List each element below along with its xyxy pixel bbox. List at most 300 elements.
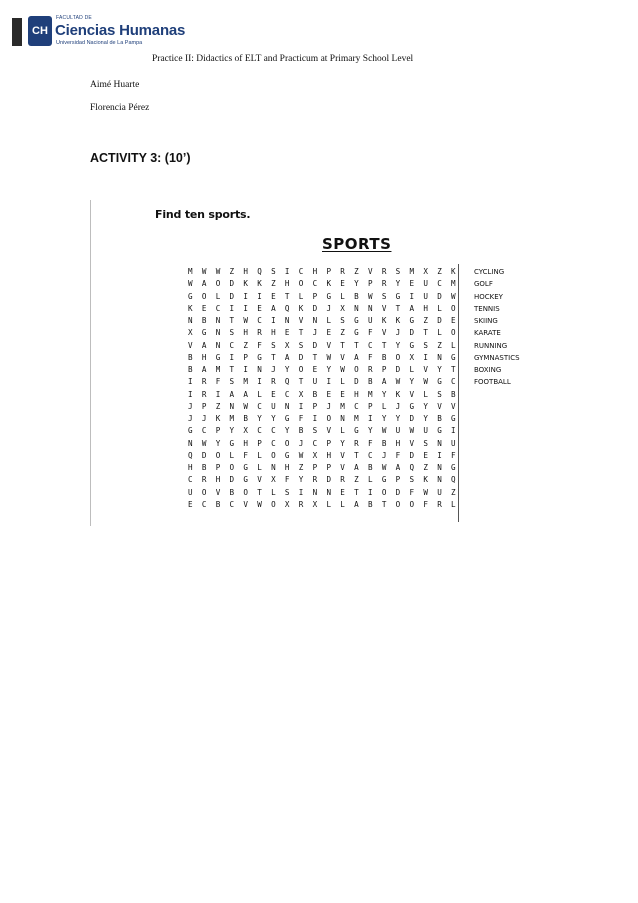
grid-letter: Y (215, 438, 221, 448)
grid-letter: E (201, 303, 207, 313)
grid-letter: V (423, 365, 428, 374)
grid-letter: I (243, 365, 248, 374)
grid-letter: Y (437, 365, 442, 374)
grid-letter: H (423, 303, 428, 313)
grid-letter: P (257, 438, 262, 448)
grid-letter: Z (437, 267, 442, 276)
grid-letter: Y (409, 377, 415, 387)
grid-letter: G (381, 475, 387, 485)
grid-letter: A (243, 389, 248, 399)
grid-letter: D (312, 303, 318, 313)
grid-letter: U (312, 377, 318, 387)
grid-letter: F (395, 450, 401, 460)
grid-letter: T (229, 316, 235, 325)
grid-letter: S (229, 328, 235, 338)
grid-row (188, 425, 465, 437)
grid-letter: E (409, 279, 415, 289)
grid-letter: E (188, 499, 193, 509)
grid-letter: C (257, 401, 262, 411)
grid-letter: I (257, 377, 262, 387)
grid-letter: N (326, 487, 332, 497)
grid-letter: G (215, 352, 221, 362)
grid-letter: L (451, 340, 456, 350)
grid-letter: V (298, 316, 304, 325)
grid-row (188, 438, 465, 450)
grid-letter: A (409, 303, 415, 313)
grid-letter: E (340, 279, 345, 289)
grid-letter: N (215, 316, 221, 325)
grid-letter: S (312, 426, 318, 436)
grid-letter: N (257, 365, 262, 374)
word-list-item: SKIING (474, 317, 498, 325)
grid-letter: B (298, 426, 304, 436)
grid-letter: P (243, 352, 248, 362)
grid-letter: G (409, 316, 415, 325)
grid-letter: G (395, 291, 401, 301)
grid-letter: L (381, 401, 387, 411)
logo-bar (12, 18, 22, 46)
grid-letter: O (451, 328, 456, 338)
grid-letter: P (312, 291, 318, 301)
grid-letter: C (284, 389, 290, 399)
grid-letter: E (284, 328, 290, 338)
grid-letter: K (326, 279, 332, 289)
grid-letter: H (243, 267, 248, 276)
author-2: Florencia Pérez (90, 103, 150, 113)
grid-letter: V (257, 475, 262, 485)
grid-row (188, 278, 465, 290)
grid-letter: Z (340, 328, 345, 338)
grid-letter: P (312, 463, 318, 472)
grid-letter: R (201, 475, 207, 485)
grid-letter: R (201, 389, 207, 399)
grid-letter: P (326, 463, 332, 472)
grid-letter: L (340, 377, 345, 387)
grid-letter: W (423, 377, 428, 387)
grid-letter: J (395, 401, 401, 411)
grid-letter: J (271, 365, 276, 374)
grid-letter: C (201, 426, 207, 436)
grid-letter: C (257, 316, 262, 325)
grid-letter: Q (257, 267, 262, 276)
grid-letter: N (437, 438, 442, 448)
grid-letter: L (437, 328, 442, 338)
grid-letter: Y (395, 414, 401, 423)
grid-letter: I (229, 303, 235, 313)
grid-letter: V (437, 401, 442, 411)
grid-letter: R (354, 438, 359, 448)
grid-letter: C (229, 499, 235, 509)
grid-letter: K (243, 279, 248, 289)
grid-letter: N (215, 328, 221, 338)
grid-row (188, 462, 465, 474)
grid-letter: O (451, 303, 456, 313)
grid-letter: B (381, 352, 387, 362)
grid-letter: O (284, 438, 290, 448)
grid-letter: K (395, 389, 401, 399)
grid-letter: L (229, 450, 235, 460)
grid-letter: U (367, 316, 373, 325)
grid-letter: P (215, 463, 221, 472)
grid-letter: A (201, 279, 207, 289)
grid-letter: P (395, 475, 401, 485)
grid-letter: C (312, 438, 318, 448)
grid-letter: O (298, 279, 304, 289)
grid-letter: I (298, 487, 304, 497)
grid-letter: G (451, 463, 456, 472)
grid-letter: K (257, 279, 262, 289)
grid-letter: N (271, 463, 276, 472)
grid-letter: T (298, 377, 304, 387)
activity-title: ACTIVITY 3: (10’) (90, 151, 191, 165)
grid-row (188, 327, 465, 339)
grid-letter: Y (284, 426, 290, 436)
grid-row (188, 450, 465, 462)
grid-letter: I (326, 377, 332, 387)
grid-letter: V (409, 389, 415, 399)
grid-letter: L (257, 463, 262, 472)
grid-letter: Z (243, 340, 248, 350)
grid-letter: B (312, 389, 318, 399)
word-list-item: FOOTBALL (474, 378, 511, 387)
grid-letter: W (409, 426, 415, 436)
word-list-item: CYCLING (474, 268, 505, 276)
grid-letter: L (340, 426, 345, 436)
grid-letter: O (229, 463, 235, 472)
grid-letter: Y (298, 475, 304, 485)
grid-letter: W (201, 267, 207, 276)
grid-letter: C (354, 401, 359, 411)
grid-letter: B (367, 499, 373, 509)
grid-letter: B (201, 463, 207, 472)
grid-letter: M (243, 377, 248, 387)
grid-letter: T (354, 340, 359, 350)
grid-letter: Y (395, 340, 401, 350)
grid-letter: L (340, 499, 345, 509)
grid-letter: R (201, 377, 207, 387)
grid-letter: R (257, 328, 262, 338)
grid-letter: O (201, 291, 207, 301)
puzzle-left-rule (90, 200, 91, 526)
grid-letter: I (298, 401, 304, 411)
grid-letter: U (395, 426, 401, 436)
grid-letter: L (451, 499, 456, 509)
grid-letter: U (451, 438, 456, 448)
grid-letter: T (423, 328, 428, 338)
grid-letter: C (229, 340, 235, 350)
grid-letter: O (201, 487, 207, 497)
grid-letter: Y (423, 414, 428, 423)
grid-letter: I (409, 291, 415, 301)
grid-letter: F (298, 414, 304, 423)
grid-letter: A (201, 340, 207, 350)
grid-letter: N (188, 316, 193, 325)
word-list-item: KARATE (474, 329, 501, 338)
grid-letter: I (257, 291, 262, 301)
grid-letter: Q (188, 450, 193, 460)
grid-letter: V (340, 352, 345, 362)
grid-letter: W (201, 438, 207, 448)
grid-letter: Q (284, 303, 290, 313)
grid-letter: G (284, 414, 290, 423)
grid-letter: Z (271, 279, 276, 289)
grid-letter: D (395, 487, 401, 497)
grid-letter: R (340, 475, 345, 485)
grid-letter: F (243, 450, 248, 460)
grid-letter: V (381, 303, 387, 313)
grid-letter: V (215, 487, 221, 497)
grid-letter: D (437, 316, 442, 325)
grid-letter: A (201, 365, 207, 374)
grid-letter: L (409, 365, 415, 374)
grid-letter: W (188, 279, 193, 289)
grid-letter: B (367, 377, 373, 387)
grid-letter: O (215, 450, 221, 460)
grid-letter: S (409, 475, 415, 485)
grid-letter: I (243, 303, 248, 313)
grid-letter: B (188, 365, 193, 374)
grid-letter: H (312, 267, 318, 276)
grid-letter: N (340, 414, 345, 423)
grid-letter: D (229, 475, 235, 485)
grid-letter: L (437, 303, 442, 313)
grid-letter: I (188, 377, 193, 387)
grid-letter: D (229, 291, 235, 301)
grid-letter: G (451, 352, 456, 362)
grid-letter: A (354, 352, 359, 362)
grid-letter: X (409, 352, 415, 362)
grid-letter: Y (367, 426, 373, 436)
grid-letter: R (437, 499, 442, 509)
grid-letter: Y (257, 414, 262, 423)
grid-letter: Y (271, 414, 276, 423)
grid-letter: G (284, 450, 290, 460)
grid-letter: P (367, 279, 373, 289)
grid-letter: M (215, 365, 221, 374)
grid-letter: D (354, 377, 359, 387)
grid-letter: Z (451, 487, 456, 497)
puzzle-instruction: Find ten sports. (155, 208, 251, 221)
grid-letter: V (326, 426, 332, 436)
grid-letter: P (381, 365, 387, 374)
grid-letter: D (395, 365, 401, 374)
grid-letter: L (271, 487, 276, 497)
grid-letter: G (229, 438, 235, 448)
grid-letter: J (298, 438, 304, 448)
grid-letter: H (243, 328, 248, 338)
grid-letter: X (243, 426, 248, 436)
grid-letter: I (367, 487, 373, 497)
grid-letter: P (326, 438, 332, 448)
grid-letter: M (354, 414, 359, 423)
grid-row (188, 474, 465, 486)
grid-letter: W (298, 450, 304, 460)
grid-letter: V (340, 450, 345, 460)
grid-letter: A (354, 499, 359, 509)
grid-letter: R (271, 377, 276, 387)
grid-letter: O (395, 499, 401, 509)
grid-letter: A (284, 352, 290, 362)
grid-letter: S (271, 340, 276, 350)
word-list (474, 266, 520, 389)
grid-letter: C (271, 438, 276, 448)
grid-letter: W (381, 426, 387, 436)
grid-letter: I (451, 426, 456, 436)
grid-letter: R (312, 475, 318, 485)
grid-letter: Z (354, 267, 359, 276)
grid-letter: Q (451, 475, 456, 485)
grid-letter: R (367, 365, 373, 374)
grid-letter: I (312, 414, 318, 423)
grid-letter: J (326, 401, 332, 411)
grid-letter: Z (423, 316, 428, 325)
grid-letter: N (284, 401, 290, 411)
grid-letter: K (423, 475, 428, 485)
grid-letter: R (298, 499, 304, 509)
grid-letter: O (409, 499, 415, 509)
grid-letter: V (367, 267, 373, 276)
grid-letter: H (188, 463, 193, 472)
grid-letter: Z (298, 463, 304, 472)
grid-letter: H (395, 438, 401, 448)
grid-letter: M (409, 267, 415, 276)
logo-mark: CH (28, 16, 52, 46)
grid-letter: O (271, 499, 276, 509)
grid-letter: P (215, 426, 221, 436)
grid-letter: D (437, 291, 442, 301)
grid-letter: C (367, 340, 373, 350)
grid-letter: F (367, 328, 373, 338)
grid-letter: F (215, 377, 221, 387)
grid-letter: G (188, 291, 193, 301)
grid-letter: O (215, 279, 221, 289)
grid-letter: T (395, 303, 401, 313)
grid-letter: S (298, 340, 304, 350)
grid-letter: E (340, 389, 345, 399)
grid-letter: R (340, 267, 345, 276)
grid-letter: P (326, 267, 332, 276)
grid-letter: C (257, 426, 262, 436)
word-list-item: GOLF (474, 280, 493, 289)
grid-letter: Y (326, 365, 332, 374)
grid-letter: V (451, 401, 456, 411)
grid-letter: O (395, 352, 401, 362)
grid-row (188, 266, 465, 278)
grid-letter: B (215, 499, 221, 509)
grid-letter: W (367, 291, 373, 301)
grid-letter: G (354, 426, 359, 436)
grid-letter: X (312, 450, 318, 460)
grid-letter: N (367, 303, 373, 313)
grid-letter: L (257, 450, 262, 460)
grid-letter: O (354, 365, 359, 374)
grid-letter: U (423, 279, 428, 289)
grid-letter: M (340, 401, 345, 411)
grid-row (188, 303, 465, 315)
grid-letter: N (312, 487, 318, 497)
grid-letter: C (201, 499, 207, 509)
grid-letter: G (437, 426, 442, 436)
logo-name: Ciencias Humanas (55, 22, 186, 39)
grid-letter: J (201, 414, 207, 423)
grid-row (188, 389, 465, 401)
grid-letter: W (340, 365, 345, 374)
grid-letter: H (215, 475, 221, 485)
grid-letter: T (257, 487, 262, 497)
grid-letter: D (409, 450, 415, 460)
grid-letter: S (229, 377, 235, 387)
university-logo (12, 10, 186, 50)
grid-row (188, 364, 465, 376)
grid-letter: A (354, 463, 359, 472)
grid-letter: S (395, 267, 401, 276)
grid-letter: Q (284, 377, 290, 387)
grid-letter: Z (437, 340, 442, 350)
grid-letter: E (271, 389, 276, 399)
grid-letter: R (381, 279, 387, 289)
grid-letter: J (326, 303, 332, 313)
grid-letter: W (423, 487, 428, 497)
grid-letter: S (437, 389, 442, 399)
grid-letter: E (257, 303, 262, 313)
grid-letter: N (437, 475, 442, 485)
grid-letter: B (367, 463, 373, 472)
grid-letter: Y (340, 438, 345, 448)
grid-separator (458, 264, 459, 522)
grid-letter: T (354, 487, 359, 497)
grid-letter: G (409, 401, 415, 411)
grid-letter: Z (423, 463, 428, 472)
grid-letter: B (229, 487, 235, 497)
grid-letter: P (312, 401, 318, 411)
grid-letter: E (340, 487, 345, 497)
grid-letter: J (188, 414, 193, 423)
grid-letter: I (284, 267, 290, 276)
grid-letter: K (381, 316, 387, 325)
grid-letter: H (326, 450, 332, 460)
grid-letter: G (188, 426, 193, 436)
grid-letter: X (340, 303, 345, 313)
grid-letter: Y (354, 279, 359, 289)
word-list-item: RUNNING (474, 341, 508, 350)
word-list-item: BOXING (474, 366, 502, 374)
grid-letter: C (312, 279, 318, 289)
grid-row (188, 352, 465, 364)
grid-letter: K (395, 316, 401, 325)
grid-letter: L (367, 475, 373, 485)
grid-letter: S (284, 487, 290, 497)
word-search-puzzle (90, 200, 528, 526)
grid-letter: P (367, 401, 373, 411)
grid-letter: G (354, 328, 359, 338)
grid-letter: J (312, 328, 318, 338)
grid-letter: V (243, 499, 248, 509)
grid-letter: U (423, 291, 428, 301)
grid-letter: E (326, 328, 332, 338)
grid-letter: W (451, 291, 456, 301)
grid-letter: T (312, 352, 318, 362)
grid-letter: I (229, 352, 235, 362)
grid-letter: G (451, 414, 456, 423)
grid-letter: K (298, 303, 304, 313)
grid-letter: T (354, 450, 359, 460)
grid-letter: A (395, 463, 401, 472)
grid-letter: I (188, 389, 193, 399)
grid-letter: T (381, 499, 387, 509)
grid-letter: W (215, 267, 221, 276)
grid-letter: G (257, 352, 262, 362)
grid-letter: F (409, 487, 415, 497)
